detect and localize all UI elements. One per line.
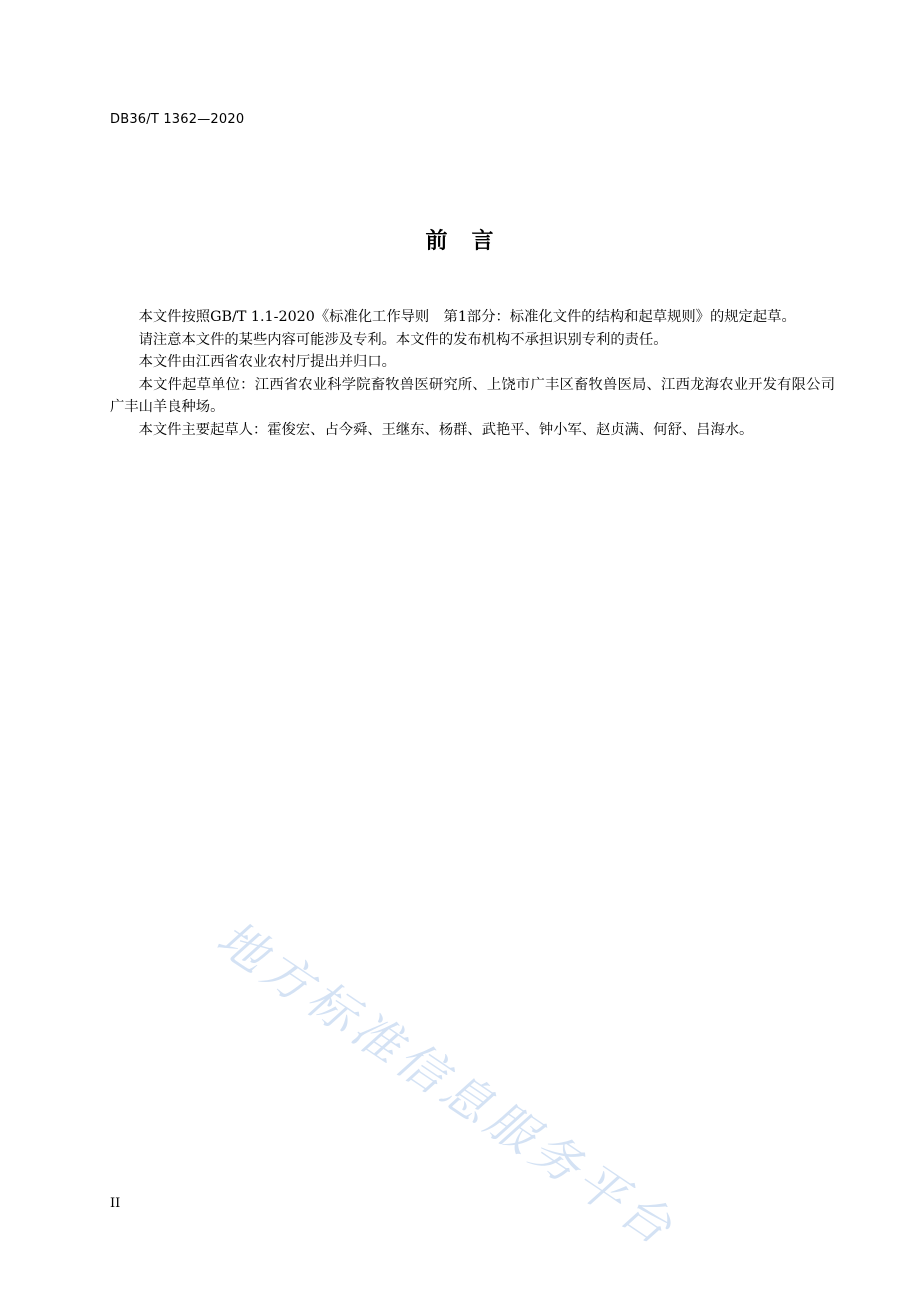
paragraph-drafting-units: 本文件起草单位：江西省农业科学院畜牧兽医研究所、上饶市广丰区畜牧兽医局、江西龙海农业开发有限公司广丰山羊良种场。 xyxy=(110,376,835,415)
preface-body xyxy=(110,306,835,441)
document-code: DB36/T 1362—2020 xyxy=(110,112,245,127)
paragraph-drafters: 本文件主要起草人：霍俊宏、占今舜、王继东、杨群、武艳平、钟小军、赵贞满、何舒、吕海水。 xyxy=(138,421,754,438)
paragraph-proposer: 本文件由江西省农业农村厅提出并归口。 xyxy=(138,354,396,370)
paragraph-standard-basis: 本文件按照GB/T 1.1-2020《标准化工作导则 第1部分：标准化文件的结构和起草规则》的规定起草。 xyxy=(138,309,796,325)
paragraph-patent-notice: 请注意本文件的某些内容可能涉及专利。本文件的发布机构不承担识别专利的责任。 xyxy=(138,331,668,348)
page-number: II xyxy=(110,1196,121,1211)
page-title: 前 言 xyxy=(425,229,495,254)
watermark: 地方标准信息服务平台 xyxy=(206,910,686,1259)
